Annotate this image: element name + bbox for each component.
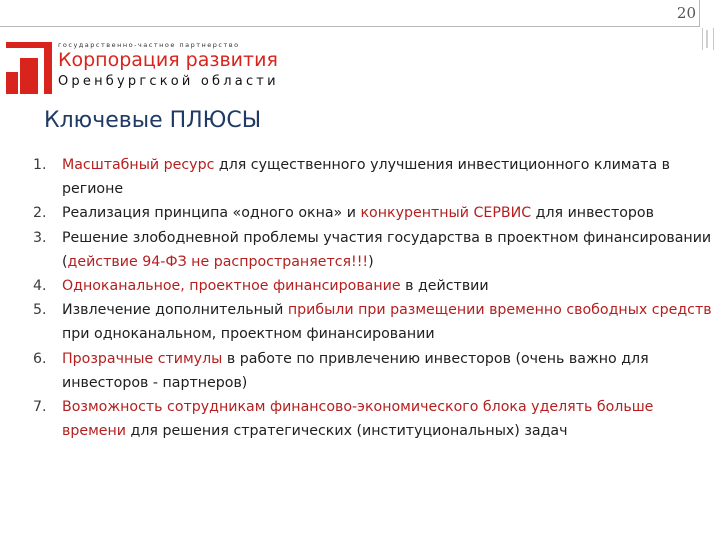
- highlighted-text: прибыли при размещении временно свободных средств: [287, 302, 712, 319]
- list-item-number: 4.: [33, 278, 47, 295]
- highlighted-text: Масштабный ресурс: [62, 157, 215, 173]
- highlighted-text: Прозрачные стимулы: [62, 350, 223, 367]
- logo-region: Оренбургской области: [58, 74, 279, 89]
- list-item: [0, 347, 712, 395]
- list-item-text: для решения стратегических (институциональных) задач: [126, 423, 568, 440]
- list-item-text: в работе по привлечению инвесторов (очень важно для инвесторов - партнеров): [62, 350, 649, 391]
- list-item: [0, 153, 712, 201]
- highlighted-text: действие 94-ФЗ не распространяется!!!: [67, 253, 369, 270]
- list-item-text: для инвесторов: [531, 205, 654, 222]
- advantages-list: [0, 153, 712, 443]
- header-vertical-divider: [699, 0, 700, 26]
- list-item: [0, 274, 712, 298]
- list-item-text: при одноканальном, проектном финансировании: [62, 326, 435, 343]
- list-item-text: Реализация принципа «одного окна» и: [62, 205, 361, 222]
- list-item-number: 6.: [33, 350, 47, 367]
- logo-tagline: государственно-частное партнерство: [58, 41, 240, 49]
- company-logo: [6, 40, 279, 100]
- list-item: [0, 201, 712, 225]
- highlighted-text: конкурентный СЕРВИС: [360, 205, 532, 222]
- list-item-text: Решение злободневной проблемы участия государства в проектном финансировании (: [62, 229, 712, 270]
- list-item-number: 5.: [33, 302, 47, 319]
- list-item-text: в действии: [400, 278, 489, 295]
- list-item: [0, 226, 712, 274]
- list-item-number: 7.: [33, 399, 47, 416]
- page-number: 20: [676, 4, 696, 22]
- highlighted-text: Одноканальное, проектное финансирование: [62, 278, 401, 295]
- logo-title: Корпорация развития: [58, 49, 278, 71]
- logo-mark-icon: [6, 42, 52, 94]
- list-item-number: 1.: [33, 157, 47, 173]
- list-item-text: для существенного улучшения инвестиционного климата в регионе: [62, 157, 671, 198]
- highlighted-text: Возможность сотрудникам финансово-экономического блока уделять больше времени: [62, 399, 654, 440]
- corner-decoration: [702, 28, 714, 50]
- list-item-number: 2.: [33, 205, 47, 222]
- list-item-text: ): [368, 253, 374, 270]
- header-divider: [0, 26, 700, 27]
- list-item: [0, 298, 712, 346]
- list-item-number: 3.: [33, 229, 47, 246]
- list-item: [0, 395, 712, 443]
- list-item-text: Извлечение дополнительный: [62, 302, 288, 319]
- slide-title: Ключевые ПЛЮСЫ: [44, 108, 262, 133]
